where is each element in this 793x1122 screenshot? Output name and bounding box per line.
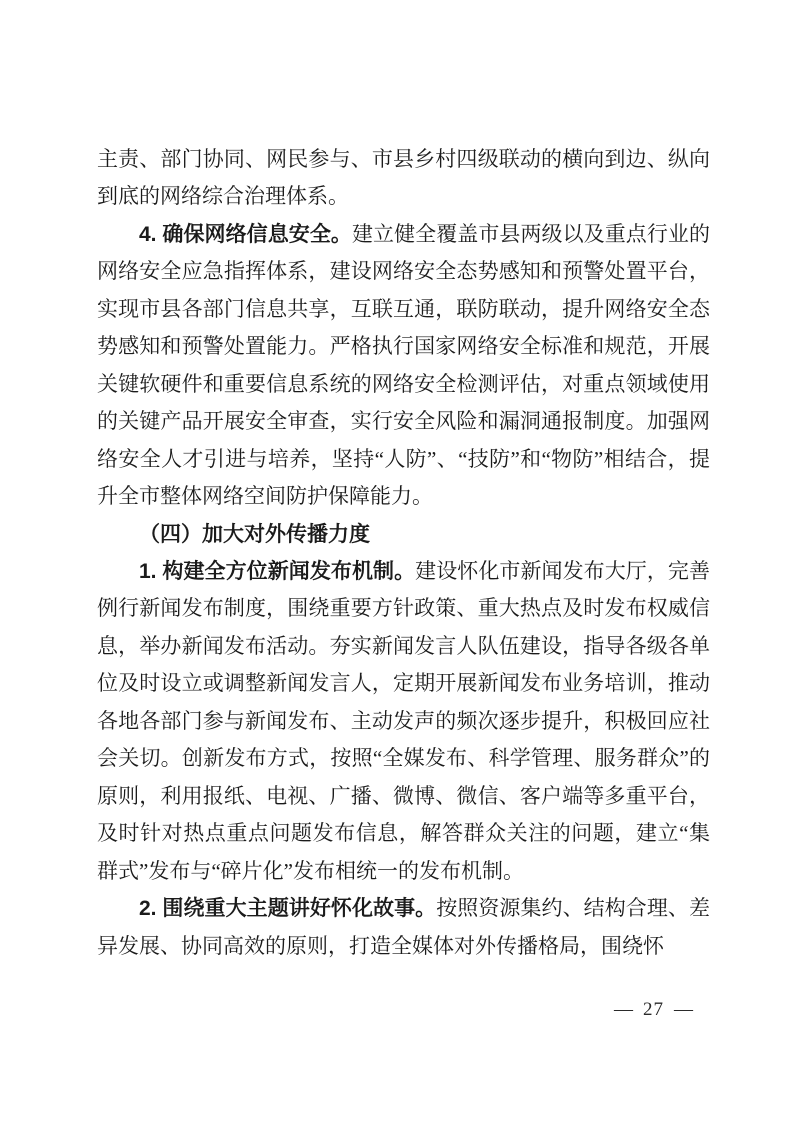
- paragraph-item-1: [97, 553, 710, 890]
- paragraph-text: 按照资源集约、结构合理、差异发展、协同高效的原则，打造全媒体对外传播格局，围绕怀: [97, 896, 710, 958]
- page-number-footer: [614, 998, 693, 1022]
- paragraph-item-4: [97, 216, 710, 516]
- paragraph-continuation: [97, 141, 710, 216]
- paragraph-lead: 4. 确保网络信息安全。: [139, 222, 352, 246]
- footer-dash-right: —: [674, 999, 693, 1020]
- paragraph-lead: 2. 围绕重大主题讲好怀化故事。: [139, 897, 437, 921]
- paragraph-item-2: [97, 890, 710, 965]
- paragraph-text: 建立健全覆盖市县两级以及重点行业的网络安全应急指挥体系，建设网络安全态势感知和预警处置平台，实现市县各部门信息共享，互联互通，联防联动，提升网络安全态势感知和预警处置能力。严格执行国家网络安全标准和规范，开展关键软硬件和重要信息系统的网络安全检测评估，对重点领域使用的关键产品开展安全审查，实行安全风险和漏洞通报制度。加强网络安全人才引进与培养，坚持“人防”、“技防”和“物防”相结合，提升全市整体网络空间防护保障能力。: [97, 221, 710, 509]
- section-heading-label: （四）加大对外传播力度: [139, 522, 370, 546]
- paragraph-text: 主责、部门协同、网民参与、市县乡村四级联动的横向到边、纵向到底的网络综合治理体系。: [97, 147, 710, 209]
- section-heading-four: [97, 516, 710, 553]
- paragraph-text: 建设怀化市新闻发布大厅，完善例行新闻发布制度，围绕重要方针政策、重大热点及时发布权威信息，举办新闻发布活动。夯实新闻发言人队伍建设，指导各级各单位及时设立或调整新闻发言人，定期开展新闻发布业务培训，推动各地各部门参与新闻发布、主动发声的频次逐步提升，积极回应社会关切。创新发布方式，按照“全媒发布、科学管理、服务群众”的原则，利用报纸、电视、广播、微博、微信、客户端等多重平台，及时针对热点重点问题发布信息，解答群众关注的问题，建立“集群式”发布与“碎片化”发布相统一的发布机制。: [97, 558, 710, 883]
- paragraph-lead: 1. 构建全方位新闻发布机制。: [139, 559, 416, 583]
- footer-dash-left: —: [614, 999, 633, 1020]
- page-number: 27: [643, 999, 664, 1020]
- document-text-block: [97, 141, 710, 965]
